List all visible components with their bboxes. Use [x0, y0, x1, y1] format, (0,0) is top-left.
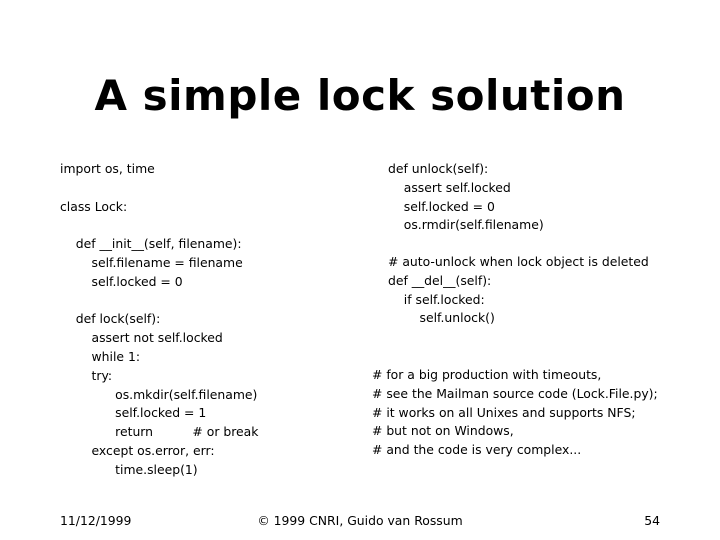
- comment-line: # and the code is very complex...: [372, 442, 582, 458]
- code-line: [60, 292, 380, 311]
- comment-block: [372, 366, 702, 460]
- code-line: except os.error, err:: [60, 442, 215, 458]
- code-block-left: [60, 160, 380, 480]
- comment-line: # for a big production with timeouts,: [372, 367, 602, 382]
- code-line: [60, 179, 380, 198]
- page-number: 54: [644, 513, 660, 528]
- code-block-unlock: [388, 160, 698, 235]
- code-line: assert not self.locked: [60, 330, 223, 346]
- code-line: self.filename = filename: [60, 254, 243, 270]
- code-line: while 1:: [60, 348, 141, 364]
- code-line: time.sleep(1): [60, 461, 198, 477]
- code-line: if self.locked:: [388, 291, 485, 307]
- code-line: assert self.locked: [388, 179, 511, 195]
- slide-title: A simple lock solution: [94, 71, 626, 120]
- code-line: self.unlock(): [388, 310, 495, 326]
- code-line: return # or break: [60, 424, 259, 440]
- code-line: self.locked = 0: [388, 198, 495, 214]
- code-line: os.rmdir(self.filename): [388, 217, 544, 233]
- comment-line: # see the Mailman source code (Lock.File.py);: [372, 385, 658, 401]
- code-line: self.locked = 0: [60, 273, 183, 289]
- code-line: def __init__(self, filename):: [60, 236, 242, 252]
- code-line: def lock(self):: [60, 311, 161, 327]
- code-line: class Lock:: [60, 198, 128, 214]
- code-line: def __del__(self):: [388, 272, 492, 288]
- code-line: try:: [60, 367, 113, 383]
- code-block-del: [388, 253, 698, 328]
- code-line: os.mkdir(self.filename): [60, 386, 258, 402]
- footer-date: 11/12/1999: [60, 513, 132, 528]
- footer-copyright: © 1999 CNRI, Guido van Rossum: [257, 513, 463, 528]
- code-line: import os, time: [60, 161, 155, 176]
- comment-line: # it works on all Unixes and supports NFS;: [372, 404, 636, 420]
- code-line: def unlock(self):: [388, 161, 489, 176]
- code-line: self.locked = 1: [60, 405, 207, 421]
- comment-line: # but not on Windows,: [372, 423, 514, 439]
- code-line: [60, 216, 380, 235]
- code-line: # auto-unlock when lock object is deleted: [388, 254, 649, 269]
